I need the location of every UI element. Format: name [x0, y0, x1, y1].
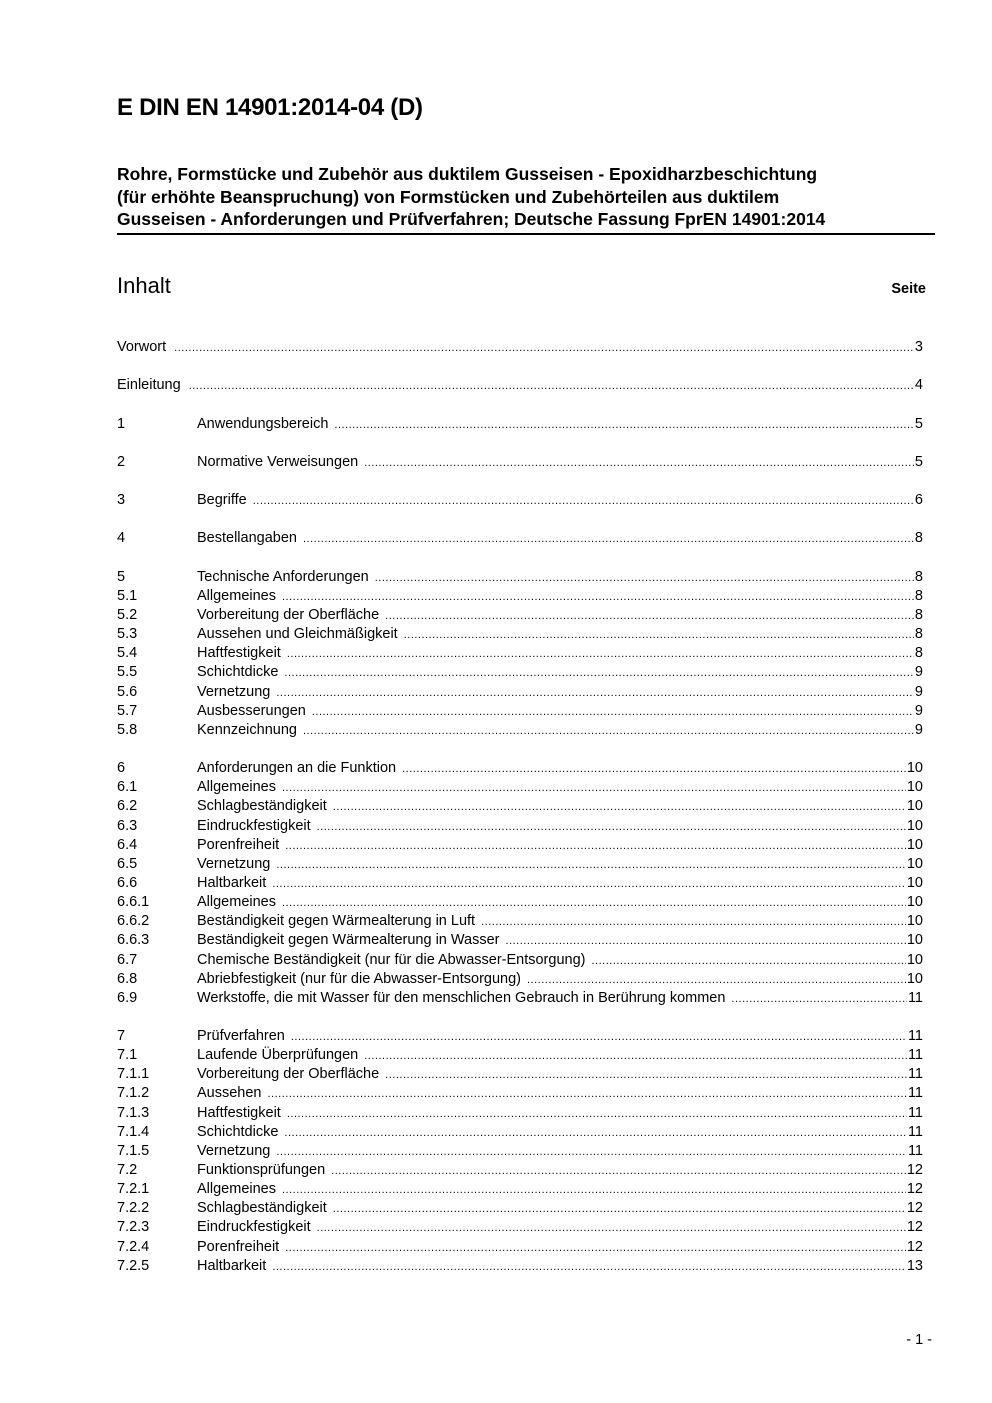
toc-leader-dots: [253, 492, 914, 511]
toc-entry-label: Haltbarkeit: [197, 874, 267, 891]
toc-entry[interactable]: [117, 1238, 923, 1257]
toc-entry[interactable]: [117, 836, 923, 855]
toc-entry-page: 10: [906, 855, 923, 872]
toc-entry-number: 1: [117, 415, 126, 432]
toc-entry-page: 8: [914, 530, 923, 547]
toc-entry[interactable]: [117, 797, 923, 816]
toc-entry-page: 8: [914, 568, 923, 585]
toc-entry-label: Porenfreiheit: [197, 1238, 280, 1255]
toc-entry-label: Vernetzung: [197, 855, 271, 872]
toc-entry-number: 7.2.2: [117, 1200, 150, 1217]
toc-leader-dots: [268, 1085, 907, 1104]
toc-leader-dots: [174, 339, 914, 358]
toc-entry-page: 5: [914, 453, 923, 470]
toc-entry-number: 6.3: [117, 817, 138, 834]
toc-entry-page: 13: [906, 1257, 923, 1274]
toc-entry[interactable]: [117, 1180, 923, 1199]
toc-entry[interactable]: [117, 951, 923, 970]
toc-entry-label: Kennzeichnung: [197, 721, 297, 738]
toc-entry-label: Chemische Beständigkeit (nur für die Abwasser-Entsorgung): [197, 951, 586, 968]
toc-entry-page: 10: [906, 913, 923, 930]
toc-entry-label: Haftfestigkeit: [197, 1104, 281, 1121]
toc-entry-label: Haftfestigkeit: [197, 645, 281, 662]
title-line: (für erhöhte Beanspruchung) von Formstücken und Zubehörteilen aus duktilem: [117, 186, 780, 207]
toc-entry[interactable]: [117, 874, 923, 893]
toc-entry[interactable]: [117, 1161, 923, 1180]
toc-entry[interactable]: [117, 702, 923, 721]
toc-entry-label: Porenfreiheit: [197, 836, 280, 853]
toc-leader-dots: [303, 530, 914, 549]
toc-entry-number: 4: [117, 530, 126, 547]
toc-entry-number: 5.8: [117, 721, 138, 738]
toc-entry-page: 10: [906, 798, 923, 815]
toc-entry-label: Anforderungen an die Funktion: [197, 760, 397, 777]
toc-leader-dots: [375, 569, 914, 588]
toc-entry-page: 12: [906, 1238, 923, 1255]
toc-entry-page: 11: [907, 1085, 923, 1102]
toc-entry[interactable]: [117, 1257, 923, 1276]
toc-entry-label: Eindruckfestigkeit: [197, 1219, 311, 1236]
toc-entry-number: 5.7: [117, 702, 138, 719]
toc-entry[interactable]: [117, 817, 923, 836]
toc-entry-page: 8: [914, 626, 923, 643]
toc-entry-number: 7.1.5: [117, 1142, 150, 1159]
toc-entry-page: 9: [914, 683, 923, 700]
toc-leader-dots: [402, 760, 906, 779]
toc-entry-label: Aussehen: [197, 1085, 262, 1102]
toc-leader-dots: [284, 1124, 907, 1143]
toc-entry-page: 10: [906, 817, 923, 834]
toc-entry[interactable]: [117, 338, 923, 357]
toc-entry[interactable]: [117, 989, 923, 1008]
toc-entry[interactable]: [117, 893, 923, 912]
toc-entry-label: Ausbesserungen: [197, 702, 306, 719]
toc-leader-dots: [303, 722, 914, 741]
toc-entry-page: 11: [907, 1066, 923, 1083]
toc-entry-number: 5.2: [117, 606, 138, 623]
toc-entry-page: 12: [906, 1200, 923, 1217]
toc-entry-label: Aussehen und Gleichmäßigkeit: [197, 626, 398, 643]
toc-entry-number: 5: [117, 568, 126, 585]
toc-leader-dots: [276, 856, 905, 875]
toc-leader-dots: [312, 703, 914, 722]
toc-entry-number: 6.9: [117, 989, 138, 1006]
toc-entry-number: 5.5: [117, 664, 138, 681]
document-id: E DIN EN 14901:2014-04 (D): [117, 94, 423, 121]
toc-entry-page: 10: [906, 932, 923, 949]
toc-entry-label: Vorbereitung der Oberfläche: [197, 606, 380, 623]
toc-leader-dots: [282, 588, 914, 607]
toc-leader-dots: [276, 1143, 907, 1162]
toc-entry-label: Allgemeines: [197, 587, 276, 604]
page-column-label: Seite: [891, 281, 926, 297]
toc-entry-label: Beständigkeit gegen Wärmealterung in Wasser: [197, 932, 500, 949]
toc-entry-number: 7.1.1: [117, 1066, 150, 1083]
toc-entry-label: Schichtdicke: [197, 664, 279, 681]
toc-entry-number: 6.6.1: [117, 894, 150, 911]
toc-leader-dots: [272, 875, 906, 894]
toc-entry-label: Schlagbeständigkeit: [197, 798, 327, 815]
toc-entry-label: Schlagbeständigkeit: [197, 1200, 327, 1217]
toc-leader-dots: [481, 913, 906, 932]
toc-entry-number: 7.1: [117, 1047, 138, 1064]
toc-entry-label: Bestellangaben: [197, 530, 297, 547]
toc-entry[interactable]: [117, 606, 923, 625]
toc-entry[interactable]: [117, 1199, 923, 1218]
toc-leader-dots: [291, 1028, 907, 1047]
toc-leader-dots: [282, 894, 906, 913]
toc-entry-number: 5.4: [117, 645, 138, 662]
toc-entry-page: 11: [907, 1028, 923, 1045]
toc-entry-label: Allgemeines: [197, 894, 276, 911]
toc-entry-number: 7.2: [117, 1162, 138, 1179]
toc-entry-number: 6.4: [117, 836, 138, 853]
toc-entry-page: 5: [914, 415, 923, 432]
toc-entry-number: 6.7: [117, 951, 138, 968]
toc-entry-page: 10: [906, 779, 923, 796]
toc-entry-page: 10: [906, 874, 923, 891]
toc-entry[interactable]: [117, 491, 923, 510]
toc-entry-page: 10: [906, 836, 923, 853]
toc-entry-number: 5.3: [117, 626, 138, 643]
toc-entry[interactable]: [117, 1218, 923, 1237]
toc-entry[interactable]: [117, 587, 923, 606]
toc-entry[interactable]: [117, 1027, 923, 1046]
toc-leader-dots: [364, 454, 914, 473]
toc-entry[interactable]: [117, 453, 923, 472]
toc-entry-page: 8: [914, 606, 923, 623]
toc-entry[interactable]: [117, 568, 923, 587]
toc-leader-dots: [404, 626, 914, 645]
toc-entry-page: 6: [914, 492, 923, 509]
toc-entry[interactable]: [117, 721, 923, 740]
toc-leader-dots: [285, 837, 906, 856]
toc-entry-number: 5.1: [117, 587, 138, 604]
toc-entry[interactable]: [117, 529, 923, 548]
toc-entry[interactable]: [117, 1065, 923, 1084]
toc-entry-page: 11: [907, 1123, 923, 1140]
toc-entry-label: Allgemeines: [197, 779, 276, 796]
toc-entry-page: 4: [914, 377, 923, 394]
toc-leader-dots: [287, 645, 914, 664]
toc-entry-number: 7.2.5: [117, 1257, 150, 1274]
toc-leader-dots: [189, 377, 914, 396]
toc-entry-page: 10: [906, 970, 923, 987]
toc-entry[interactable]: [117, 931, 923, 950]
toc-leader-dots: [282, 1181, 906, 1200]
toc-entry-number: 6.6: [117, 874, 138, 891]
toc-leader-dots: [284, 664, 914, 683]
toc-entry-number: 7.2.3: [117, 1219, 150, 1236]
toc-entry-page: 9: [914, 664, 923, 681]
toc-entry-label: Eindruckfestigkeit: [197, 817, 311, 834]
toc-entry-page: 10: [906, 760, 923, 777]
toc-entry-number: 7: [117, 1028, 126, 1045]
toc-leader-dots: [364, 1047, 907, 1066]
toc-entry-page: 11: [907, 1104, 923, 1121]
toc-entry-number: 7.1.2: [117, 1085, 150, 1102]
toc-entry-label: Prüfverfahren: [197, 1028, 285, 1045]
toc-entry[interactable]: [117, 415, 923, 434]
toc-entry-page: 11: [907, 1142, 923, 1159]
toc-heading: Inhalt: [117, 273, 171, 298]
toc-entry-number: 2: [117, 453, 126, 470]
toc-entry-page: 8: [914, 587, 923, 604]
toc-entry-label: Vernetzung: [197, 683, 271, 700]
toc-leader-dots: [317, 1219, 906, 1238]
toc-entry-label: Funktionsprüfungen: [197, 1162, 326, 1179]
toc-leader-dots: [272, 1258, 906, 1277]
document-title: [117, 163, 935, 231]
toc-entry-page: 11: [907, 1047, 923, 1064]
toc-entry-label: Beständigkeit gegen Wärmealterung in Luft: [197, 913, 476, 930]
toc-leader-dots: [333, 798, 906, 817]
toc-entry-label: Allgemeines: [197, 1181, 276, 1198]
toc-entry-page: 11: [907, 989, 923, 1006]
toc-entry[interactable]: [117, 663, 923, 682]
toc-leader-dots: [331, 1162, 906, 1181]
toc-leader-dots: [317, 818, 906, 837]
toc-entry[interactable]: [117, 683, 923, 702]
toc-entry-page: 10: [906, 951, 923, 968]
toc-leader-dots: [385, 607, 914, 626]
toc-entry-number: 6.5: [117, 855, 138, 872]
toc-leader-dots: [334, 416, 914, 435]
title-divider: [117, 233, 935, 235]
toc-leader-dots: [276, 684, 914, 703]
toc-entry-number: Einleitung: [117, 377, 181, 394]
toc-leader-dots: [506, 932, 906, 951]
toc-entry-page: 9: [914, 702, 923, 719]
toc-entry-label: Technische Anforderungen: [197, 568, 369, 585]
toc-entry-label: Laufende Überprüfungen: [197, 1047, 359, 1064]
title-line: Gusseisen - Anforderungen und Prüfverfahren; Deutsche Fassung FprEN 14901:2014: [117, 209, 826, 229]
page-number: - 1 -: [906, 1332, 932, 1348]
toc-entry[interactable]: [117, 1142, 923, 1161]
toc-entry[interactable]: [117, 970, 923, 989]
toc-entry-number: 6.8: [117, 970, 138, 987]
toc-entry-page: 10: [906, 894, 923, 911]
toc-leader-dots: [282, 779, 906, 798]
toc-entry-page: 12: [906, 1219, 923, 1236]
toc-entry-page: 12: [906, 1162, 923, 1179]
toc-entry-number: 7.1.3: [117, 1104, 150, 1121]
toc-entry-number: 6: [117, 760, 126, 777]
toc-entry-number: 6.2: [117, 798, 138, 815]
toc-entry[interactable]: [117, 778, 923, 797]
toc-entry-number: 6.6.2: [117, 913, 150, 930]
toc-entry-number: 6.1: [117, 779, 138, 796]
toc-entry-label: Vernetzung: [197, 1142, 271, 1159]
toc-entry-label: Begriffe: [197, 492, 247, 509]
toc-entry[interactable]: [117, 1104, 923, 1123]
toc-entry[interactable]: [117, 1123, 923, 1142]
toc-entry-number: 5.6: [117, 683, 138, 700]
toc-entry[interactable]: [117, 759, 923, 778]
toc-entry-page: 3: [914, 339, 923, 355]
toc-entry-number: 7.1.4: [117, 1123, 150, 1140]
toc-leader-dots: [287, 1105, 907, 1124]
toc-leader-dots: [731, 990, 907, 1009]
toc-entry[interactable]: [117, 1084, 923, 1103]
toc-entry-number: 3: [117, 492, 126, 509]
toc-entry[interactable]: [117, 625, 923, 644]
toc-entry-label: Abriebfestigkeit (nur für die Abwasser-Entsorgung): [197, 970, 521, 987]
toc-entry-number: Vorwort: [117, 339, 167, 355]
toc-leader-dots: [527, 971, 906, 990]
table-of-contents: [117, 338, 923, 1276]
toc-entry[interactable]: [117, 1046, 923, 1065]
toc-entry-page: 12: [906, 1181, 923, 1198]
toc-entry-page: 9: [914, 721, 923, 738]
toc-entry-label: Anwendungsbereich: [197, 415, 329, 432]
toc-entry-label: Schichtdicke: [197, 1123, 279, 1140]
toc-entry-label: Normative Verweisungen: [197, 453, 359, 470]
toc-entry-number: 6.6.3: [117, 932, 150, 949]
toc-leader-dots: [591, 952, 905, 971]
toc-entry[interactable]: [117, 376, 923, 395]
toc-leader-dots: [333, 1200, 906, 1219]
toc-entry[interactable]: [117, 855, 923, 874]
toc-entry-label: Haltbarkeit: [197, 1257, 267, 1274]
toc-entry-label: Vorbereitung der Oberfläche: [197, 1066, 380, 1083]
title-line: Rohre, Formstücke und Zubehör aus duktilem Gusseisen - Epoxidharzbeschichtung: [117, 164, 818, 184]
toc-leader-dots: [285, 1239, 906, 1258]
toc-leader-dots: [385, 1066, 907, 1085]
toc-entry[interactable]: [117, 644, 923, 663]
toc-entry-label: Werkstoffe, die mit Wasser für den menschlichen Gebrauch in Berührung kommen: [197, 989, 726, 1006]
toc-entry-number: 7.2.1: [117, 1181, 150, 1198]
toc-entry-page: 8: [914, 645, 923, 662]
toc-entry-number: 7.2.4: [117, 1238, 150, 1255]
toc-entry[interactable]: [117, 912, 923, 931]
